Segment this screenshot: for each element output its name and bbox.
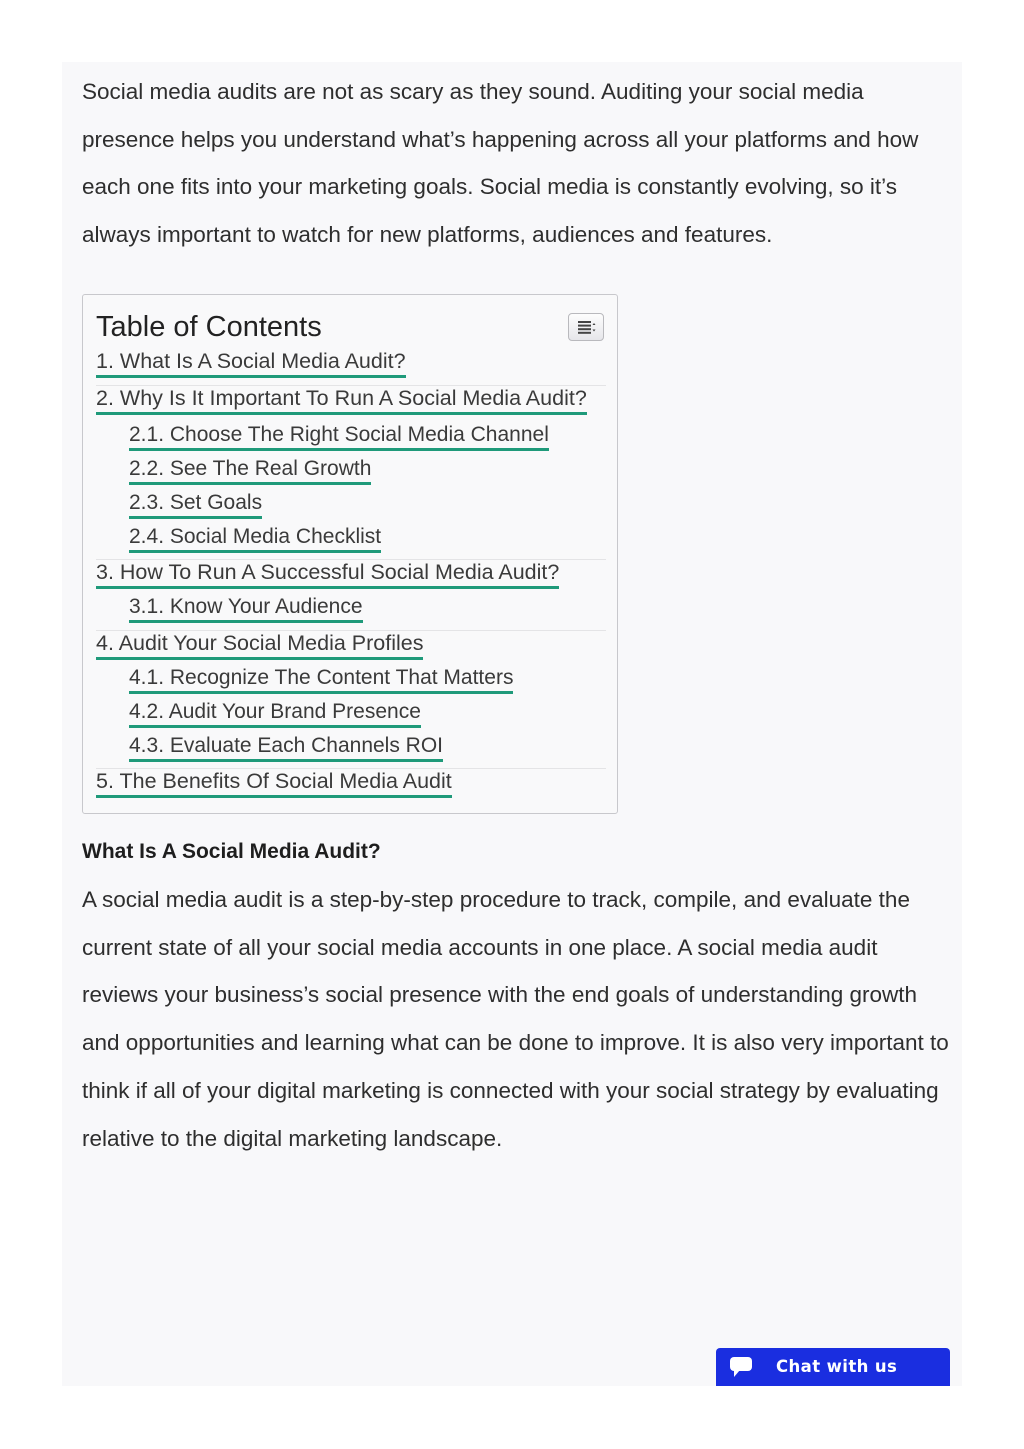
toc-item bbox=[129, 490, 606, 522]
toc-item bbox=[129, 422, 606, 454]
chat-with-us-button[interactable] bbox=[716, 1348, 950, 1386]
toc-link-brand-presence[interactable]: 4.2. Audit Your Brand Presence bbox=[129, 699, 421, 728]
table-of-contents bbox=[82, 294, 618, 814]
toc-link-how-to-run[interactable]: 3. How To Run A Successful Social Media Audit? bbox=[96, 560, 559, 589]
toc-toggle-button[interactable] bbox=[568, 313, 604, 341]
toc-item bbox=[96, 768, 606, 800]
article-page bbox=[62, 62, 962, 1386]
toc-link-benefits[interactable]: 5. The Benefits Of Social Media Audit bbox=[96, 769, 452, 798]
toc-link-channels-roi[interactable]: 4.3. Evaluate Each Channels ROI bbox=[129, 733, 443, 762]
section-heading: What Is A Social Media Audit? bbox=[82, 840, 381, 863]
toc-item bbox=[129, 594, 606, 626]
toc-item bbox=[96, 559, 606, 591]
toc-link-content-matters[interactable]: 4.1. Recognize The Content That Matters bbox=[129, 665, 513, 694]
toc-item bbox=[129, 524, 606, 556]
toc-link-what-is-audit[interactable]: 1. What Is A Social Media Audit? bbox=[96, 349, 406, 378]
toc-link-checklist[interactable]: 2.4. Social Media Checklist bbox=[129, 524, 381, 553]
list-toggle-icon bbox=[578, 321, 596, 334]
toc-item bbox=[96, 349, 606, 381]
toc-item bbox=[96, 630, 606, 662]
toc-item bbox=[129, 699, 606, 731]
toc-item bbox=[96, 385, 606, 417]
toc-link-audit-profiles[interactable]: 4. Audit Your Social Media Profiles bbox=[96, 631, 423, 660]
toc-link-set-goals[interactable]: 2.3. Set Goals bbox=[129, 490, 262, 519]
toc-link-real-growth[interactable]: 2.2. See The Real Growth bbox=[129, 456, 371, 485]
intro-paragraph: Social media audits are not as scary as they sound. Auditing your social media presence helps you understand what’s happening across all your platforms and how each one fits into your marketing goals. Social media is constantly evolving, so it’s always important to watch for new platforms, audiences and features. bbox=[82, 79, 919, 247]
toc-item bbox=[129, 733, 606, 765]
chat-label: Chat with us bbox=[776, 1357, 898, 1376]
toc-link-why-important[interactable]: 2. Why Is It Important To Run A Social Media Audit? bbox=[96, 386, 587, 415]
toc-title: Table of Contents bbox=[96, 311, 322, 343]
chat-bubble-icon bbox=[729, 1356, 753, 1378]
toc-item bbox=[129, 665, 606, 697]
toc-link-know-audience[interactable]: 3.1. Know Your Audience bbox=[129, 594, 363, 623]
toc-link-choose-channel[interactable]: 2.1. Choose The Right Social Media Channel bbox=[129, 422, 549, 451]
toc-item bbox=[129, 456, 606, 488]
section-body: A social media audit is a step-by-step procedure to track, compile, and evaluate the current state of all your social media accounts in one place. A social media audit reviews your business’s social presence with the end goals of understanding growth and opportunities and learning what can be done to improve. It is also very important to think if all of your digital marketing is connected with your social strategy by evaluating relative to the digital marketing landscape. bbox=[82, 887, 949, 1151]
